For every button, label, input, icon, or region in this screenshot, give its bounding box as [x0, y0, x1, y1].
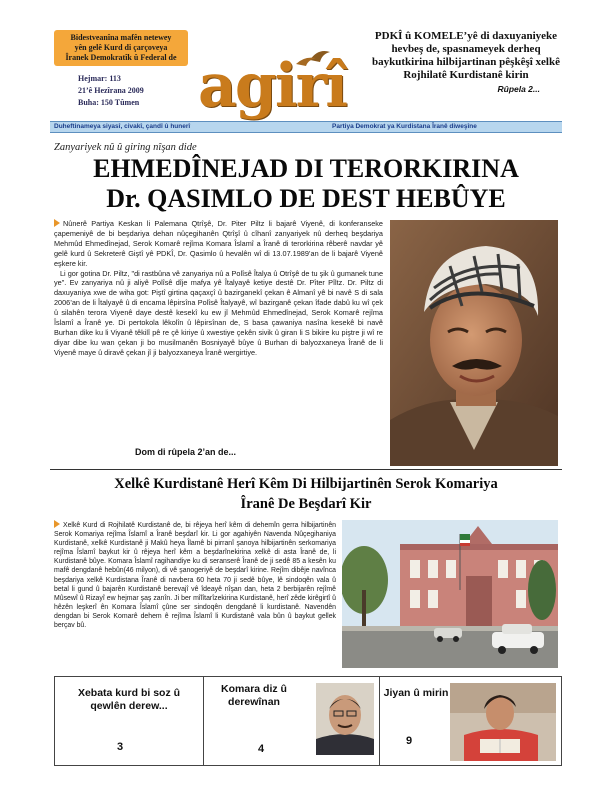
portrait-photo [390, 220, 558, 466]
index-item-page: 3 [117, 741, 124, 753]
tagline-line: Îranek Demokratîk û Federal de [65, 53, 177, 62]
top-headline [362, 30, 570, 96]
lead-kicker: Zanyariyek nû û giring nîşan dide [54, 142, 197, 153]
newspaper-logo [192, 42, 352, 122]
index-thumbnail-photo [316, 683, 374, 755]
story2-headline-line: Xelkê Kurdistanê Herî Kêm Di Hilbijartinên Serok Komariya [114, 476, 498, 492]
contents-index [54, 676, 562, 766]
index-item[interactable] [379, 677, 561, 765]
story2-article-body [54, 520, 336, 630]
story2-text: Xelkê Kurd di Rojhilatê Kurdistanê de, bi rêjeya herî kêm di dehemîn gerra hilbijartinên Serok Komariya rejîma Îslamî a Îranê beşdarî kir. Li gor agahiyên Navenda Nûçegihaniya Kurdistanê, xelkê Kurdistanê ji Makû heya Îlamê bi pirranî şanoya hilbijartinên serkomariya rejîma Îslamî baykut kir û rêjeya herî kêm a beşdarînekirina xelkê di asta Îranê de, li Kurdistanê bûye. Komara Îslamî ragihandiye ku di seranserê Îranê de ji sedê 85 a kesên ku mafê dengdanê hebûn(46 milyon), di vê şanogeriyê de beşdarî kirine. Rejîm dibêje navînca beşdariya xelkê Kurdistana Îranê di navbera 60 heta 70 ji sedê bûye, lê sindoqên vala û betal li gund û bajarên Kurdistanê berevajî vê îdeayê nîşan dan, heta 2 berbijarên rejîmê Mûsewî û Rizayî ew hejmar şaş zanîn. Ji ber mîlîtarîzekirina Kurdistanê, herî zêde kirêgirtî û hêzên leşkerî ên Komara Îslamî çûne ser sindoqên dengdanê li kurdistanê. Navendên dengdan bi Serok Komarê dehem ê rejîma Îslamî li Kurdistanê vala bûn û baykut gellek berçav bû. [54, 522, 336, 630]
triangle-bullet-icon [54, 219, 60, 227]
index-item[interactable] [55, 677, 203, 765]
masthead-bar [50, 121, 562, 133]
index-item-title: Komara diz û derewînan [221, 683, 287, 708]
tagline-box [54, 30, 188, 66]
index-item-page: 9 [406, 735, 413, 747]
logo-wordmark: agirî [197, 51, 347, 121]
lead-continue-link[interactable]: Dom di rûpela 2’an de... [135, 447, 237, 457]
tagline-line: Bidestveanîna mafên netewey [70, 33, 172, 42]
story2-headline-line: Îranê De Beşdarî Kir [240, 496, 372, 512]
lead-paragraph-text: Nûnerê Partiya Keskan li Palemana Qtrîşê, Dr. Piter Piltz li bajarê Viyenê, di konferanseke çapemeniyê de bi beşdariya dehan nûçegihanên Qtrîşî û cîhanî zanyariyek nû derheq beşdariya Mehmûd Ehmedînejad, Serok Komarê rejîma Komara Îslamî a Îranê di terorkirina rêberê navdar yê gelê kurd û Sekreterê Giştî yê PDKÎ, Dr. Qasimlo û hevalên wî di 13.07.1989’an de li bajarê Viyenê eşkere kir. [54, 219, 383, 268]
lead-headline [50, 154, 562, 214]
index-item[interactable] [203, 677, 379, 765]
issue-number: Hejmar: 113 [78, 74, 121, 83]
triangle-bullet-icon [54, 520, 60, 528]
index-item-page: 4 [258, 743, 265, 755]
masthead-bar-right: Partiya Demokrat ya Kurdistana Îranê diweşîne [332, 123, 477, 130]
lead-headline-line: Dr. QASIMLO DE DEST HEBÛYE [106, 184, 506, 213]
tagline-line: yên gelê Kurd di çarçoveya [74, 43, 168, 52]
top-headline-page-ref[interactable]: Rûpela 2... [497, 84, 540, 94]
issue-date: 21’ê Hezîrana 2009 [78, 86, 144, 95]
index-item-title: Xebata kurd bi soz û qewlên derew... [77, 687, 181, 712]
top-headline-text: PDKÎ û KOMELE’yê di daxuyaniyeke hevbeş de, spasnameyek derheq baykutkirina hilbijartinan pêşkêşî xelkê Rojhilatê Kurdistanê kirin [372, 30, 560, 81]
index-item-title: Jiyan û mirin [383, 687, 449, 699]
lead-paragraph [54, 219, 383, 269]
lead-paragraph: Li gor gotina Dr. Piltz, "di rastbûna vê zanyariya nû a Polîsê Îtalya û Otrîşê de tu şik û gumanek tune ye". Ev zanyariya nû ji aliyê Polîsê dîje mafya yê Îtalyayê ketiye destê Dr. Pîter Pîltz. Dr. Piltz di daxuyaniya xwe de wiha got: Piştî girtina qaçaxçî û bazirganekî çekan ê Almanî yê bi navê S di sala 2006’an de li Îtalyayê û di encama lêpirsîna Polîsê Îtalyayê, wî bazirganê çekan îfade dabû ku wî çek û silahên terora Viyenê daye destê kesekî ku ew jî Mehmûd Ehmedînejad, Serok Komarê rejîma Îslamî a Îranê ye. Di pertokola lêkolîn û lêpirsînan de, S basa çawaniya nasîna kesekê bi navê Burhan dike ku li Viyanê têkilî pê re çê kiriye û xwestiye çekên sivik û giran li S bikire ku piştre ji wî re diyar dibe ku wan çekan ji bo musilmanên Bosniyayê bûye û Burhan di balyozxaneya Îranê de li Viyenê maye û diravê çekan jî ji balyozxaneya Îranê wergirtiye. [54, 268, 383, 357]
lead-headline-line: EHMEDÎNEJAD DI TERORKIRINA [93, 154, 519, 183]
section-divider [50, 469, 562, 470]
street-photo [342, 520, 558, 668]
lead-article-body [54, 219, 383, 358]
masthead-bar-left: Duheftinameya siyasî, civakî, çandî û hunerî [54, 123, 191, 130]
index-thumbnail-photo [450, 683, 556, 761]
story2-headline [50, 474, 562, 514]
issue-price: Buha: 150 Tûmen [78, 98, 140, 107]
issue-info [78, 74, 188, 110]
